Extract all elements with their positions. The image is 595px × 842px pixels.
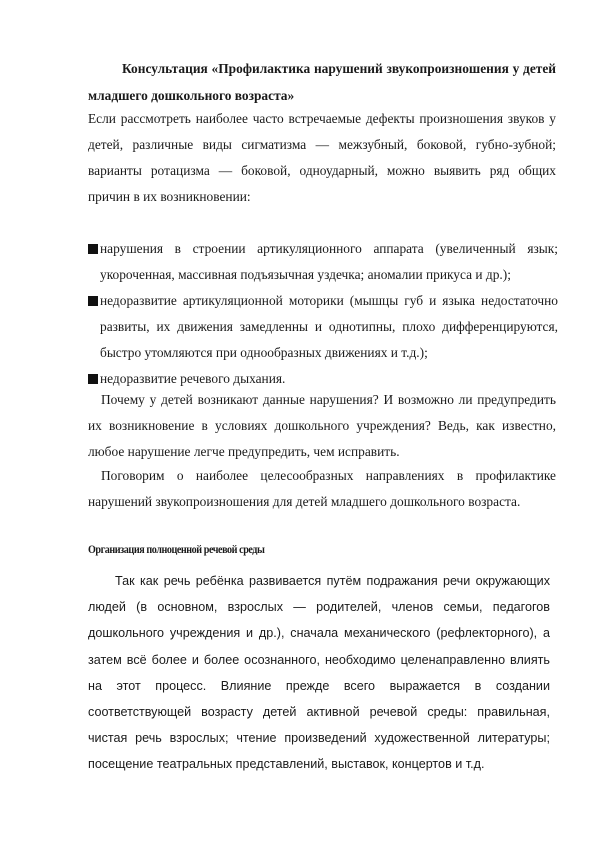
cause-item-text: недоразвитие артикуляционной моторики (мышцы губ и языка недостаточно развиты, их движения замедленны и однотипны, плохо дифференцируются, быстро утомляются при однообразных движениях и т.д.); (100, 293, 558, 361)
black-square-bullet-icon (88, 374, 98, 384)
discussion-paragraph: Поговорим о наиболее целесообразных направлениях в профилактике нарушений звукопроизношения для детей младшего дошкольного возраста. (88, 468, 556, 510)
cause-item-text: нарушения в строении артикуляционного аппарата (увеличенный язык; укороченная, массивная подъязычная уздечка; аномалии прикуса и др.); (100, 241, 558, 283)
section-paragraph: Так как речь ребёнка развивается путём подражания речи окружающих людей (в основном, взрослых — родителей, членов семьи, педагогов дошкольного учреждения и др.), сначала механического (рефлекторного), а затем всё более и более осознанного, необходимо целенаправленно влиять на этот процесс. Влияние прежде всего выражается в создании соответствующей возрасту детей активной речевой среды: правильная, чистая речь взрослых; чтение произведений художественной литературы; посещение театральных представлений, выставок, концертов и т.д. (88, 574, 550, 772)
question-paragraph: Почему у детей возникают данные нарушения? И возможно ли предупредить их возникновение в условиях дошкольного учреждения? Ведь, как известно, любое нарушение легче предупредить, чем исправить. (88, 392, 556, 460)
section-heading: Организация полноценной речевой среды (88, 544, 265, 556)
black-square-bullet-icon (88, 296, 98, 306)
cause-item-articulation-motor (88, 288, 558, 366)
document-title: Консультация «Профилактика нарушений звукопроизношения у детей младшего дошкольного возраста» (88, 61, 556, 103)
causes-list (88, 236, 558, 393)
cause-item-articulation-structure (88, 236, 558, 288)
black-square-bullet-icon (88, 244, 98, 254)
cause-item-text: недоразвитие речевого дыхания. (100, 371, 286, 387)
intro-paragraph: Если рассмотреть наиболее часто встречаемые дефекты произношения звуков у детей, различные виды сигматизма — межзубный, боковой, губно-зубной; варианты ротацизма — боковой, одноударный, можно выявить ряд общих причин в их возникновении: (88, 111, 556, 205)
